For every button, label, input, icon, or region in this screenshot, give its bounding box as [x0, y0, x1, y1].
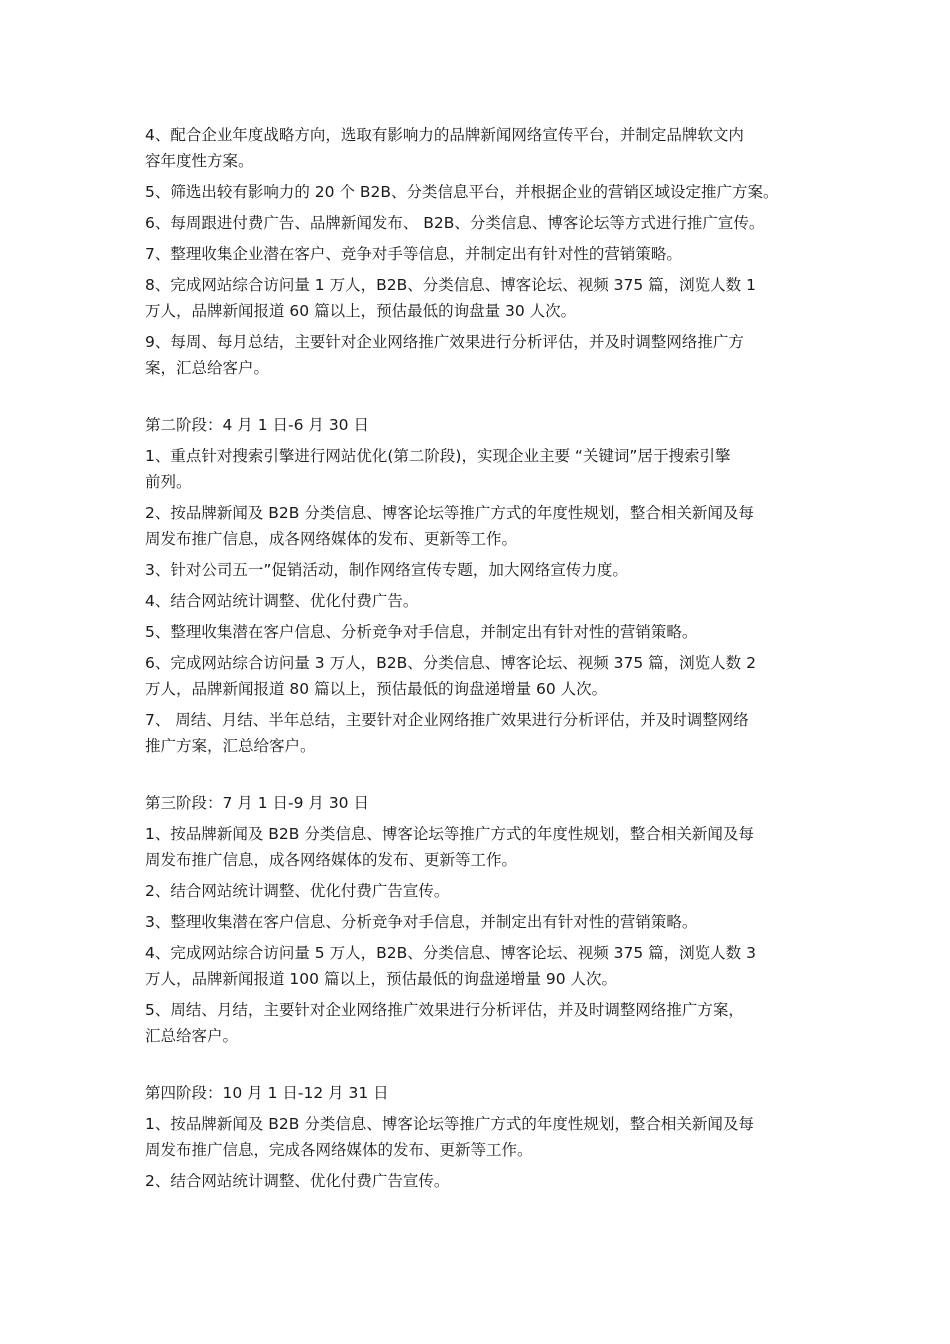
section-stage-three: [145, 790, 815, 1049]
list-item: 5、周结、月结，主要针对企业网络推广效果进行分析评估，并及时调整网络推广方案， 汇总给客户。: [145, 1001, 744, 1045]
list-item: 1、按品牌新闻及 B2B 分类信息、博客论坛等推广方式的年度性规划，整合相关新闻及每 周发布推广信息，成各网络媒体的发布、更新等工作。: [145, 825, 754, 869]
list-item: 9、每周、每月总结，主要针对企业网络推广效果进行分析评估，并及时调整网络推广方 案，汇总给客户。: [145, 333, 744, 377]
section-stage-two: [145, 412, 815, 759]
section-stage-one-continued: [145, 122, 815, 381]
list-item: 6、每周跟进付费广告、品牌新闻发布、 B2B、分类信息、博客论坛等方式进行推广宣传。: [145, 214, 765, 232]
list-item: 2、按品牌新闻及 B2B 分类信息、博客论坛等推广方式的年度性规划，整合相关新闻及每 周发布推广信息，成各网络媒体的发布、更新等工作。: [145, 504, 754, 548]
list-item: 1、按品牌新闻及 B2B 分类信息、博客论坛等推广方式的年度性规划，整合相关新闻及每 周发布推广信息，完成各网络媒体的发布、更新等工作。: [145, 1115, 754, 1159]
list-item: 1、重点针对搜索引擎进行网站优化(第二阶段)，实现企业主要 “关键词”居于搜索引擎 前列。: [145, 447, 731, 491]
list-item: 4、配合企业年度战略方向，选取有影响力的品牌新闻网络宣传平台，并制定品牌软文内 容年度性方案。: [145, 126, 744, 170]
list-item: 3、整理收集潜在客户信息、分析竞争对手信息，并制定出有针对性的营销策略。: [145, 913, 698, 931]
list-item: 2、结合网站统计调整、优化付费广告宣传。: [145, 1172, 450, 1190]
list-item: 4、完成网站综合访问量 5 万人，B2B、分类信息、博客论坛、视频 375 篇，浏览人数 3 万人，品牌新闻报道 100 篇以上，预估最低的询盘递增量 90 人次。: [145, 944, 756, 988]
section-heading: 第四阶段：10 月 1 日-12 月 31 日: [145, 1084, 389, 1102]
section-spacer: [145, 1054, 815, 1080]
section-spacer: [145, 386, 815, 412]
list-item: 8、完成网站综合访问量 1 万人，B2B、分类信息、博客论坛、视频 375 篇，浏览人数 1 万人，品牌新闻报道 60 篇以上，预估最低的询盘量 30 人次。: [145, 276, 756, 320]
list-item: 7、整理收集企业潜在客户、竞争对手等信息，并制定出有针对性的营销策略。: [145, 245, 682, 263]
list-item: 2、结合网站统计调整、优化付费广告宣传。: [145, 882, 450, 900]
list-item: 5、整理收集潜在客户信息、分析竞争对手信息，并制定出有针对性的营销策略。: [145, 623, 698, 641]
list-item: 6、完成网站综合访问量 3 万人，B2B、分类信息、博客论坛、视频 375 篇，浏览人数 2 万人，品牌新闻报道 80 篇以上，预估最低的询盘递增量 60 人次。: [145, 654, 756, 698]
section-stage-four: [145, 1080, 815, 1194]
list-item: 7、 周结、月结、半年总结，主要针对企业网络推广效果进行分析评估，并及时调整网络 推广方案，汇总给客户。: [145, 711, 749, 755]
list-item: 4、结合网站统计调整、优化付费广告。: [145, 592, 419, 610]
list-item: 5、筛选出较有影响力的 20 个 B2B、分类信息平台，并根据企业的营销区域设定推广方案。: [145, 183, 779, 201]
document-body: [145, 122, 815, 1199]
section-spacer: [145, 764, 815, 790]
section-heading: 第二阶段：4 月 1 日-6 月 30 日: [145, 416, 369, 434]
section-heading: 第三阶段：7 月 1 日-9 月 30 日: [145, 794, 369, 812]
list-item: 3、针对公司五一”促销活动，制作网络宣传专题，加大网络宣传力度。: [145, 561, 628, 579]
